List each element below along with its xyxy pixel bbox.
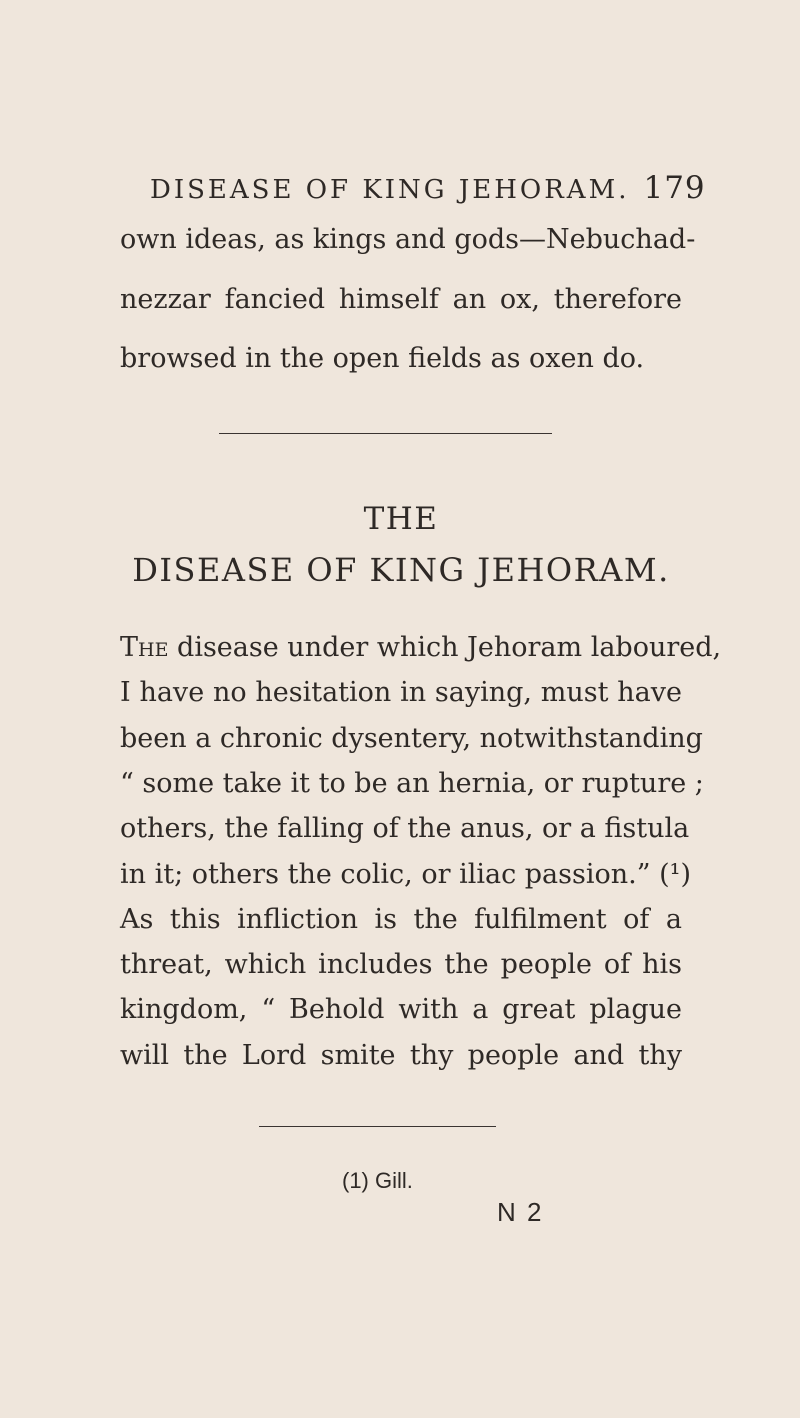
running-head-title: DISEASE OF KING JEHORAM. [150,175,630,205]
section-heading-line-2: DISEASE OF KING JEHORAM. [132,551,670,589]
section-heading-line-1: THE [363,501,439,537]
page-number: 179 [643,170,706,206]
text-line: nezzar fancied himself an ox, therefore [120,284,682,315]
text-line: browsed in the open fields as oxen do. [120,343,645,374]
text-line: own ideas, as kings and gods—Nebuchad- [120,224,696,255]
text-line: threat, which includes the people of his [120,949,682,980]
running-head [150,170,706,206]
drop-word: The [120,632,169,663]
section-divider [219,433,552,434]
text-line: kingdom, “ Behold with a great plague [120,994,682,1025]
text-line: will the Lord smite thy people and thy [120,1040,682,1071]
footnote: (1) Gill. [342,1168,413,1193]
signature-mark: N 2 [497,1197,544,1227]
first-line-text: disease under which Jehoram laboured, [168,632,722,663]
text-line: in it; others the colic, or iliac passion.” (¹) [120,859,692,890]
paragraph-first-line [120,631,722,665]
text-line: been a chronic dysentery, notwithstanding [120,723,703,754]
text-line: “ some take it to be an hernia, or rupture ; [120,768,704,799]
text-line: As this infliction is the fulfilment of a [120,904,682,935]
text-line: I have no hesitation in saying, must have [120,677,682,708]
text-line: others, the falling of the anus, or a fistula [120,813,690,844]
